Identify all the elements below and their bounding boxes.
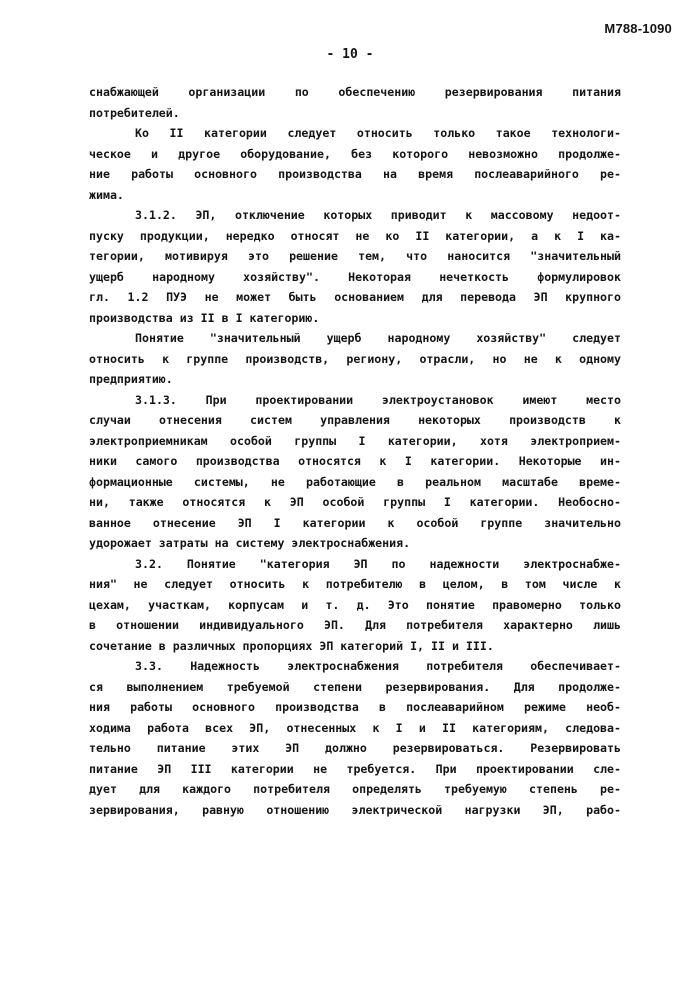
text-line: ни, также относятся к ЭП особой группы I категории. Необосно-	[89, 495, 621, 509]
text-line: предприятию.	[89, 372, 173, 386]
text-line: тегории, мотивируя это решение тем, что наносится "значительный	[89, 249, 621, 263]
document-id: M788-1090	[604, 21, 672, 36]
text-line: снабжающей организации по обеспечению резервирования питания	[89, 85, 621, 99]
page-number: - 10 -	[326, 47, 374, 62]
text-line: ся выполнением требуемой степени резервирования. Для продолже-	[89, 679, 621, 694]
text-line: ванное отнесение ЭП I категории к особой группе значительно	[89, 515, 621, 530]
text-line: ния работы основного производства в послеаварийном режиме необ-	[89, 700, 621, 714]
text-line: жима.	[89, 187, 124, 202]
text-line: 3.1.2. ЭП, отключение которых приводит к массовому недоот-	[135, 208, 621, 222]
text-line: 3.3. Надежность электроснабжения потребителя обеспечивает-	[135, 659, 621, 673]
text-line: ущерб народному хозяйству". Некоторая нечеткость формулировок	[89, 269, 621, 284]
text-line: электроприемникам особой группы I категории, хотя электроприем-	[89, 433, 621, 448]
text-line: Понятие "значительный ущерб народному хозяйству" следует	[135, 331, 621, 345]
text-line: тельно питание этих ЭП должно резервироваться. Резервировать	[89, 741, 621, 755]
text-line: цехам, участкам, корпусам и т. д. Это понятие правомерно только	[89, 597, 621, 612]
text-line: случаи отнесения систем управления некоторых производств к	[89, 413, 621, 427]
text-line: ходима работа всех ЭП, отнесенных к I и II категориям, следова-	[89, 720, 621, 735]
text-line: 3.2. Понятие "категория ЭП по надежности электроснабже-	[135, 556, 621, 571]
text-line: формационные системы, не работающие в реальном масштабе време-	[89, 474, 621, 489]
text-line: относить к группе производств, региону, отрасли, но не к одному	[89, 351, 621, 366]
text-line: ние работы основного производства на время послеаварийного ре-	[89, 167, 621, 181]
text-line: потребителей.	[89, 105, 180, 120]
body-text	[89, 82, 621, 820]
text-line: ния" не следует относить к потребителю в целом, в том числе к	[89, 577, 621, 591]
text-line: производства из II в I категорию.	[89, 310, 320, 325]
text-line: гл. 1.2 ПУЭ не может быть основанием для перевода ЭП крупного	[89, 290, 621, 304]
text-line: в отношении индивидуального ЭП. Для потребителя характерно лишь	[89, 618, 621, 632]
text-line: дует для каждого потребителя определять требуемую степень ре-	[89, 782, 621, 796]
text-line: ческое и другое оборудование, без которого невозможно продолже-	[89, 146, 621, 161]
text-line: сочетание в различных пропорциях ЭП категорий I, II и III.	[89, 638, 494, 653]
text-line: ники самого производства относятся к I категории. Некоторые ин-	[89, 454, 621, 468]
text-line: 3.1.3. При проектировании электроустановок имеют место	[135, 392, 621, 407]
text-line: пуску продукции, нередко относят не ко II категории, а к I ка-	[89, 228, 621, 243]
text-line: удорожает затраты на систему электроснабжения.	[89, 536, 411, 550]
text-line: зервирования, равную отношению электрической нагрузки ЭП, рабо-	[89, 802, 621, 817]
text-line: Ко II категории следует относить только такое технологи-	[135, 126, 621, 140]
text-line: питание ЭП III категории не требуется. При проектировании сле-	[89, 761, 621, 776]
